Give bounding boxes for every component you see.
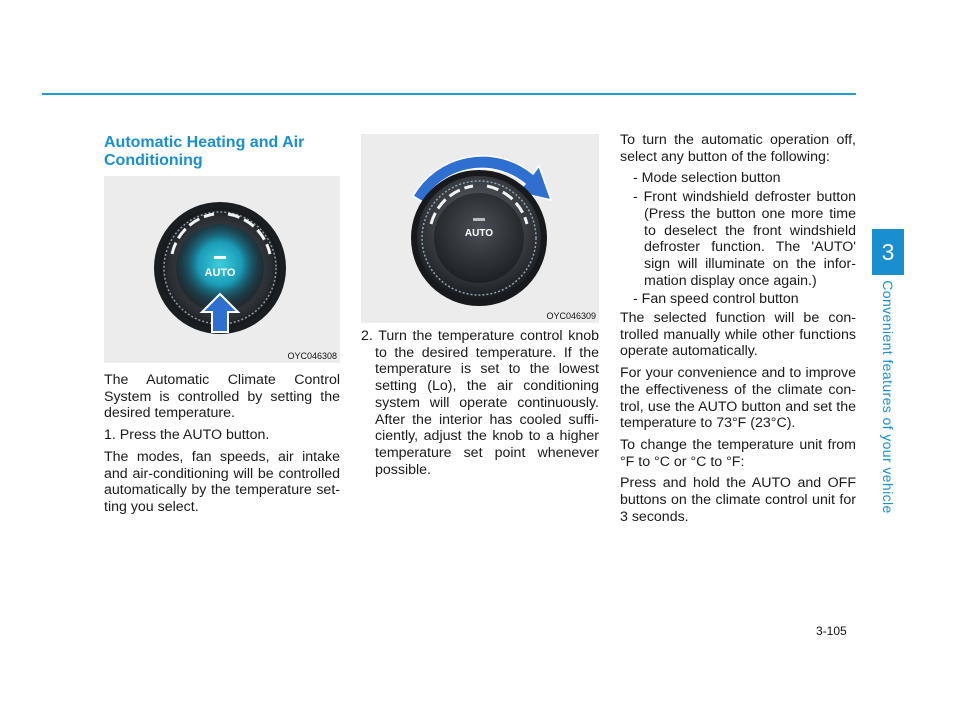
- column-2-body: [361, 328, 599, 483]
- auto-button-illustration: [104, 176, 340, 363]
- figure-code: OYC046309: [546, 311, 596, 321]
- figure-code: OYC046308: [287, 351, 337, 361]
- header-rule: [42, 93, 856, 95]
- auto-label: AUTO: [204, 267, 236, 279]
- page-number: 3-105: [816, 624, 847, 638]
- chapter-title: Convenient features of your vehicle: [880, 280, 896, 514]
- column-1: [104, 134, 340, 170]
- step-1: 1. Press the AUTO button.: [104, 427, 270, 444]
- auto-label: AUTO: [464, 228, 494, 239]
- column-3-body: [620, 132, 856, 530]
- figure-auto-button: [104, 176, 340, 363]
- chapter-tab: 3: [872, 229, 904, 275]
- list-item: - Fan speed control button: [633, 291, 799, 308]
- paragraph: Press and hold the AUTO and OFF buttons on the climate control unit for 3 seconds.: [620, 475, 856, 525]
- paragraph: The modes, fan speeds, air intake and air-conditioning will be controlled automatically by the temperature set-ting you select.: [104, 448, 340, 515]
- indicator-light: [473, 218, 485, 221]
- figure-temperature-knob: [361, 134, 599, 323]
- paragraph: The Automatic Climate Control System is controlled by setting the desired temperature.: [104, 372, 340, 422]
- step-2: 2. Turn the temperature control knob to the desired temperature. If the temperature is set to the lowest setting (Lo), the air conditioning system will operate continuously. After the interior has cooled suffi-ciently, adjust the knob to a higher temperature set point whenever possible.: [361, 328, 599, 478]
- paragraph: To turn the automatic operation off, select any button of the following:: [620, 132, 856, 165]
- column-1-body: [104, 372, 340, 521]
- list-item: - Front windshield defroster button (Press the button one more time to deselect the front windshield defroster function. The 'AUTO' sign will illuminate on the infor-mation display once again.): [633, 189, 856, 289]
- paragraph: For your convenience and to improve the effectiveness of the climate con-trol, use the AUTO button and set the temperature to 73°F (23°C).: [620, 365, 856, 432]
- section-heading: Automatic Heating and Air Conditioning: [104, 134, 305, 169]
- indicator-light: [214, 256, 226, 259]
- list-item: - Mode selection button: [633, 170, 781, 187]
- temperature-knob-illustration: [361, 134, 599, 323]
- paragraph: The selected function will be con-trolled manually while other functions operate automatically.: [620, 310, 856, 360]
- paragraph: To change the temperature unit from °F to °C or °C to °F:: [620, 436, 856, 470]
